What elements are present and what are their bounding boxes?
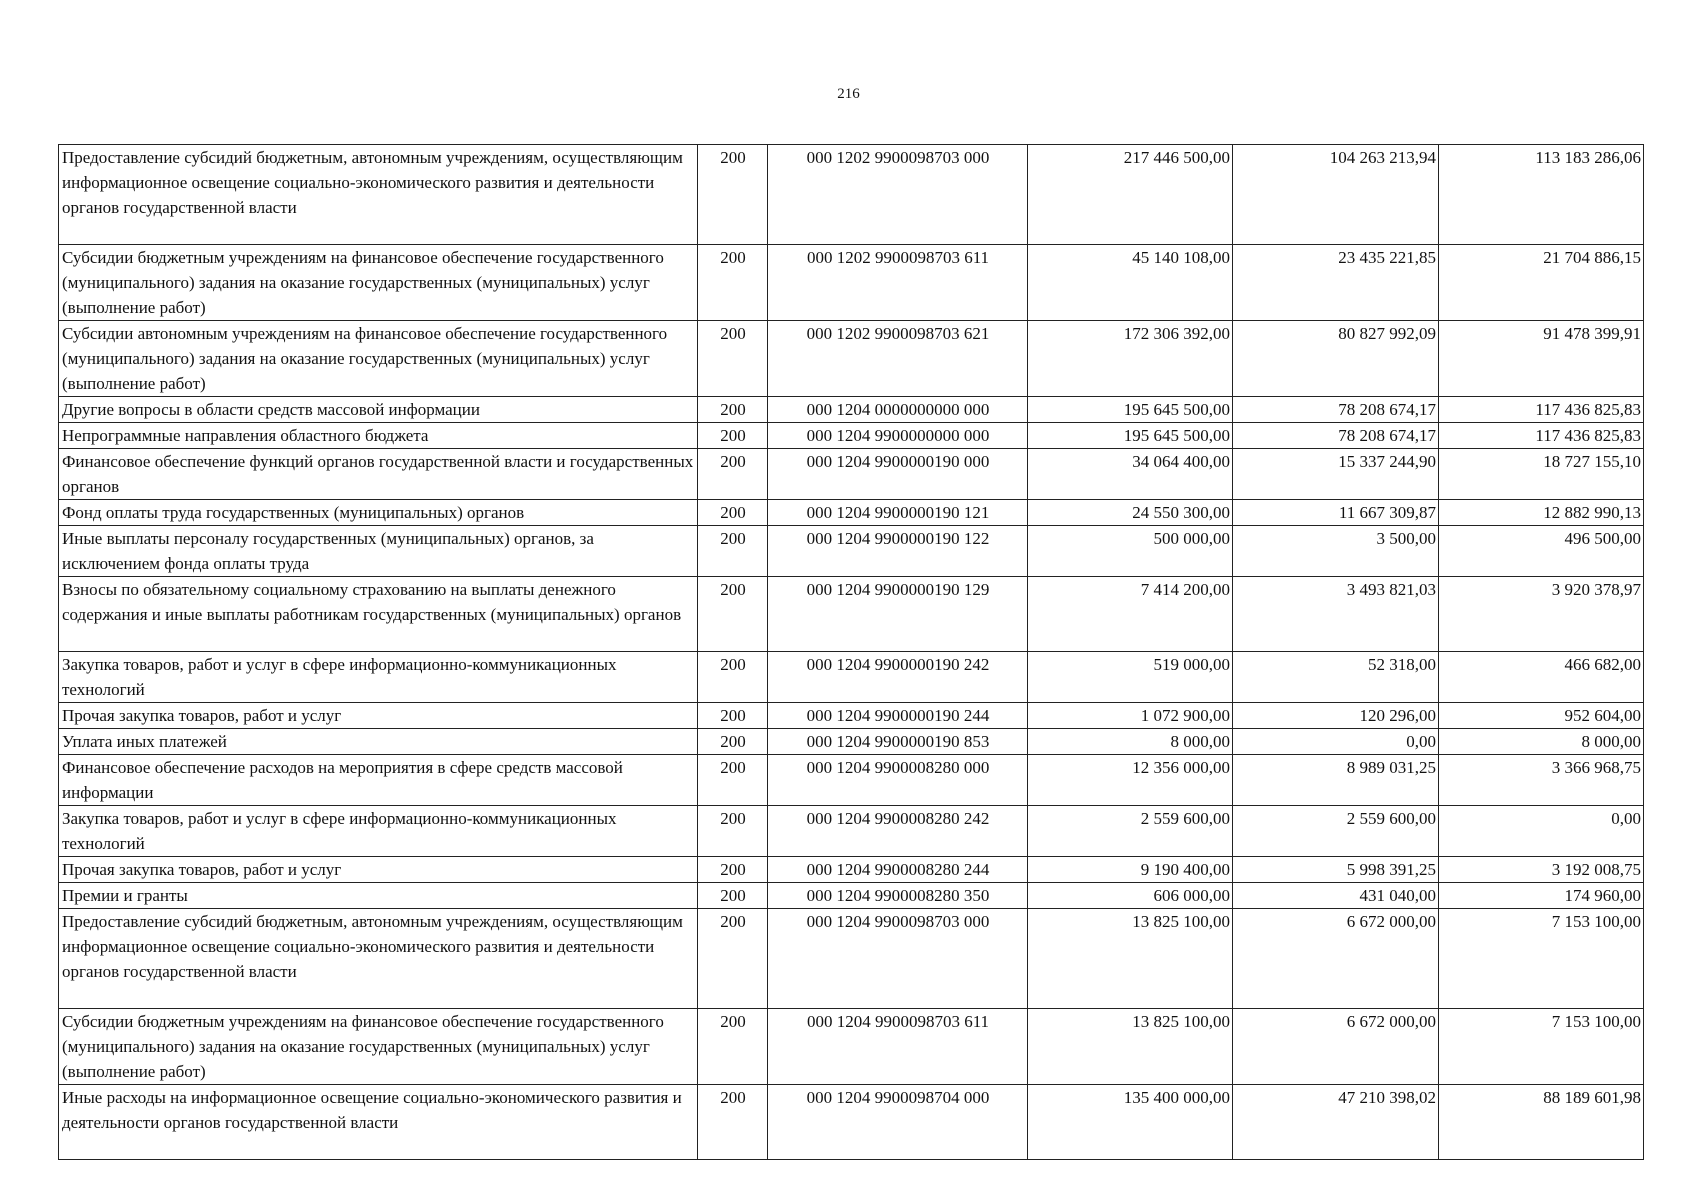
row-executed-cell: 23 435 221,85 [1233, 245, 1439, 321]
row-executed-cell: 120 296,00 [1233, 703, 1439, 729]
row-name-cell: Предоставление субсидий бюджетным, автономным учреждениям, осуществляющим информационное освещение социально-экономического развития и деятельности органов государственной власти [59, 909, 698, 1009]
row-approved-cell: 34 064 400,00 [1028, 449, 1233, 500]
row-code-cell: 200 [698, 857, 768, 883]
row-kbk-cell: 000 1204 9900000190 000 [768, 449, 1028, 500]
row-kbk-cell: 000 1204 9900098703 000 [768, 909, 1028, 1009]
row-approved-cell: 9 190 400,00 [1028, 857, 1233, 883]
row-kbk-cell: 000 1204 9900008280 000 [768, 755, 1028, 806]
row-approved-cell: 13 825 100,00 [1028, 1009, 1233, 1085]
row-code-cell: 200 [698, 577, 768, 652]
row-code-cell: 200 [698, 526, 768, 577]
row-executed-cell: 2 559 600,00 [1233, 806, 1439, 857]
row-kbk-cell: 000 1204 9900098704 000 [768, 1085, 1028, 1160]
budget-table-body [59, 145, 1644, 1160]
row-code-cell: 200 [698, 1085, 768, 1160]
row-approved-cell: 7 414 200,00 [1028, 577, 1233, 652]
row-code-cell: 200 [698, 449, 768, 500]
table-row [59, 526, 1644, 577]
row-code-cell: 200 [698, 245, 768, 321]
row-unexecuted-cell: 7 153 100,00 [1439, 1009, 1644, 1085]
row-approved-cell: 24 550 300,00 [1028, 500, 1233, 526]
row-executed-cell: 431 040,00 [1233, 883, 1439, 909]
row-approved-cell: 519 000,00 [1028, 652, 1233, 703]
row-name-cell: Финансовое обеспечение расходов на мероприятия в сфере средств массовой информации [59, 755, 698, 806]
row-code-cell: 200 [698, 145, 768, 245]
row-unexecuted-cell: 3 192 008,75 [1439, 857, 1644, 883]
row-kbk-cell: 000 1202 9900098703 000 [768, 145, 1028, 245]
row-kbk-cell: 000 1204 9900008280 350 [768, 883, 1028, 909]
table-row [59, 397, 1644, 423]
row-name-cell: Другие вопросы в области средств массовой информации [59, 397, 698, 423]
row-unexecuted-cell: 88 189 601,98 [1439, 1085, 1644, 1160]
row-executed-cell: 3 500,00 [1233, 526, 1439, 577]
row-approved-cell: 2 559 600,00 [1028, 806, 1233, 857]
row-executed-cell: 6 672 000,00 [1233, 909, 1439, 1009]
row-executed-cell: 104 263 213,94 [1233, 145, 1439, 245]
row-code-cell: 200 [698, 321, 768, 397]
row-unexecuted-cell: 174 960,00 [1439, 883, 1644, 909]
row-executed-cell: 11 667 309,87 [1233, 500, 1439, 526]
table-row [59, 321, 1644, 397]
row-name-cell: Закупка товаров, работ и услуг в сфере информационно-коммуникационных технологий [59, 652, 698, 703]
row-code-cell: 200 [698, 397, 768, 423]
row-name-cell: Предоставление субсидий бюджетным, автономным учреждениям, осуществляющим информационное освещение социально-экономического развития и деятельности органов государственной власти [59, 145, 698, 245]
row-approved-cell: 172 306 392,00 [1028, 321, 1233, 397]
row-unexecuted-cell: 113 183 286,06 [1439, 145, 1644, 245]
row-executed-cell: 78 208 674,17 [1233, 423, 1439, 449]
table-row [59, 806, 1644, 857]
row-approved-cell: 1 072 900,00 [1028, 703, 1233, 729]
row-approved-cell: 606 000,00 [1028, 883, 1233, 909]
row-name-cell: Субсидии автономным учреждениям на финансовое обеспечение государственного (муниципального) задания на оказание государственных (муниципальных) услуг (выполнение работ) [59, 321, 698, 397]
row-code-cell: 200 [698, 909, 768, 1009]
row-code-cell: 200 [698, 652, 768, 703]
row-kbk-cell: 000 1204 9900098703 611 [768, 1009, 1028, 1085]
row-name-cell: Премии и гранты [59, 883, 698, 909]
row-kbk-cell: 000 1202 9900098703 621 [768, 321, 1028, 397]
row-name-cell: Уплата иных платежей [59, 729, 698, 755]
row-unexecuted-cell: 0,00 [1439, 806, 1644, 857]
row-code-cell: 200 [698, 703, 768, 729]
row-executed-cell: 15 337 244,90 [1233, 449, 1439, 500]
row-unexecuted-cell: 952 604,00 [1439, 703, 1644, 729]
row-approved-cell: 45 140 108,00 [1028, 245, 1233, 321]
row-unexecuted-cell: 7 153 100,00 [1439, 909, 1644, 1009]
row-unexecuted-cell: 21 704 886,15 [1439, 245, 1644, 321]
table-row [59, 145, 1644, 245]
row-executed-cell: 52 318,00 [1233, 652, 1439, 703]
row-code-cell: 200 [698, 755, 768, 806]
row-kbk-cell: 000 1204 9900000190 121 [768, 500, 1028, 526]
row-kbk-cell: 000 1204 9900000190 244 [768, 703, 1028, 729]
table-row [59, 857, 1644, 883]
row-name-cell: Иные выплаты персоналу государственных (муниципальных) органов, за исключением фонда оплаты труда [59, 526, 698, 577]
row-code-cell: 200 [698, 883, 768, 909]
budget-table [58, 144, 1644, 1160]
row-executed-cell: 78 208 674,17 [1233, 397, 1439, 423]
row-approved-cell: 12 356 000,00 [1028, 755, 1233, 806]
row-code-cell: 200 [698, 1009, 768, 1085]
row-approved-cell: 135 400 000,00 [1028, 1085, 1233, 1160]
row-code-cell: 200 [698, 806, 768, 857]
row-unexecuted-cell: 3 366 968,75 [1439, 755, 1644, 806]
row-name-cell: Прочая закупка товаров, работ и услуг [59, 857, 698, 883]
row-kbk-cell: 000 1204 9900000190 242 [768, 652, 1028, 703]
table-row [59, 729, 1644, 755]
row-executed-cell: 3 493 821,03 [1233, 577, 1439, 652]
row-code-cell: 200 [698, 423, 768, 449]
row-name-cell: Закупка товаров, работ и услуг в сфере информационно-коммуникационных технологий [59, 806, 698, 857]
row-executed-cell: 6 672 000,00 [1233, 1009, 1439, 1085]
row-unexecuted-cell: 3 920 378,97 [1439, 577, 1644, 652]
row-name-cell: Субсидии бюджетным учреждениям на финансовое обеспечение государственного (муниципального) задания на оказание государственных (муниципальных) услуг (выполнение работ) [59, 1009, 698, 1085]
row-unexecuted-cell: 91 478 399,91 [1439, 321, 1644, 397]
row-approved-cell: 13 825 100,00 [1028, 909, 1233, 1009]
row-approved-cell: 500 000,00 [1028, 526, 1233, 577]
row-name-cell: Субсидии бюджетным учреждениям на финансовое обеспечение государственного (муниципального) задания на оказание государственных (муниципальных) услуг (выполнение работ) [59, 245, 698, 321]
row-executed-cell: 47 210 398,02 [1233, 1085, 1439, 1160]
row-code-cell: 200 [698, 729, 768, 755]
table-row [59, 909, 1644, 1009]
table-row [59, 883, 1644, 909]
table-row [59, 500, 1644, 526]
table-row [59, 449, 1644, 500]
row-executed-cell: 80 827 992,09 [1233, 321, 1439, 397]
row-kbk-cell: 000 1204 9900000190 129 [768, 577, 1028, 652]
table-row [59, 1085, 1644, 1160]
row-approved-cell: 195 645 500,00 [1028, 397, 1233, 423]
row-name-cell: Иные расходы на информационное освещение социально-экономического развития и деятельности органов государственной власти [59, 1085, 698, 1160]
row-name-cell: Непрограммные направления областного бюджета [59, 423, 698, 449]
row-unexecuted-cell: 8 000,00 [1439, 729, 1644, 755]
page-number: 216 [837, 86, 860, 102]
row-code-cell: 200 [698, 500, 768, 526]
row-kbk-cell: 000 1204 9900008280 242 [768, 806, 1028, 857]
row-kbk-cell: 000 1204 9900008280 244 [768, 857, 1028, 883]
row-kbk-cell: 000 1202 9900098703 611 [768, 245, 1028, 321]
row-unexecuted-cell: 117 436 825,83 [1439, 397, 1644, 423]
row-name-cell: Взносы по обязательному социальному страхованию на выплаты денежного содержания и иные выплаты работникам государственных (муниципальных) органов [59, 577, 698, 652]
row-unexecuted-cell: 496 500,00 [1439, 526, 1644, 577]
table-row [59, 423, 1644, 449]
table-row [59, 245, 1644, 321]
row-kbk-cell: 000 1204 9900000000 000 [768, 423, 1028, 449]
row-name-cell: Финансовое обеспечение функций органов государственной власти и государственных органов [59, 449, 698, 500]
row-kbk-cell: 000 1204 9900000190 122 [768, 526, 1028, 577]
row-kbk-cell: 000 1204 0000000000 000 [768, 397, 1028, 423]
row-executed-cell: 0,00 [1233, 729, 1439, 755]
table-row [59, 755, 1644, 806]
table-row [59, 652, 1644, 703]
row-approved-cell: 195 645 500,00 [1028, 423, 1233, 449]
table-row [59, 703, 1644, 729]
row-executed-cell: 5 998 391,25 [1233, 857, 1439, 883]
row-kbk-cell: 000 1204 9900000190 853 [768, 729, 1028, 755]
table-row [59, 1009, 1644, 1085]
table-row [59, 577, 1644, 652]
row-unexecuted-cell: 117 436 825,83 [1439, 423, 1644, 449]
row-unexecuted-cell: 466 682,00 [1439, 652, 1644, 703]
row-approved-cell: 217 446 500,00 [1028, 145, 1233, 245]
row-executed-cell: 8 989 031,25 [1233, 755, 1439, 806]
row-unexecuted-cell: 18 727 155,10 [1439, 449, 1644, 500]
row-name-cell: Прочая закупка товаров, работ и услуг [59, 703, 698, 729]
row-approved-cell: 8 000,00 [1028, 729, 1233, 755]
row-unexecuted-cell: 12 882 990,13 [1439, 500, 1644, 526]
row-name-cell: Фонд оплаты труда государственных (муниципальных) органов [59, 500, 698, 526]
